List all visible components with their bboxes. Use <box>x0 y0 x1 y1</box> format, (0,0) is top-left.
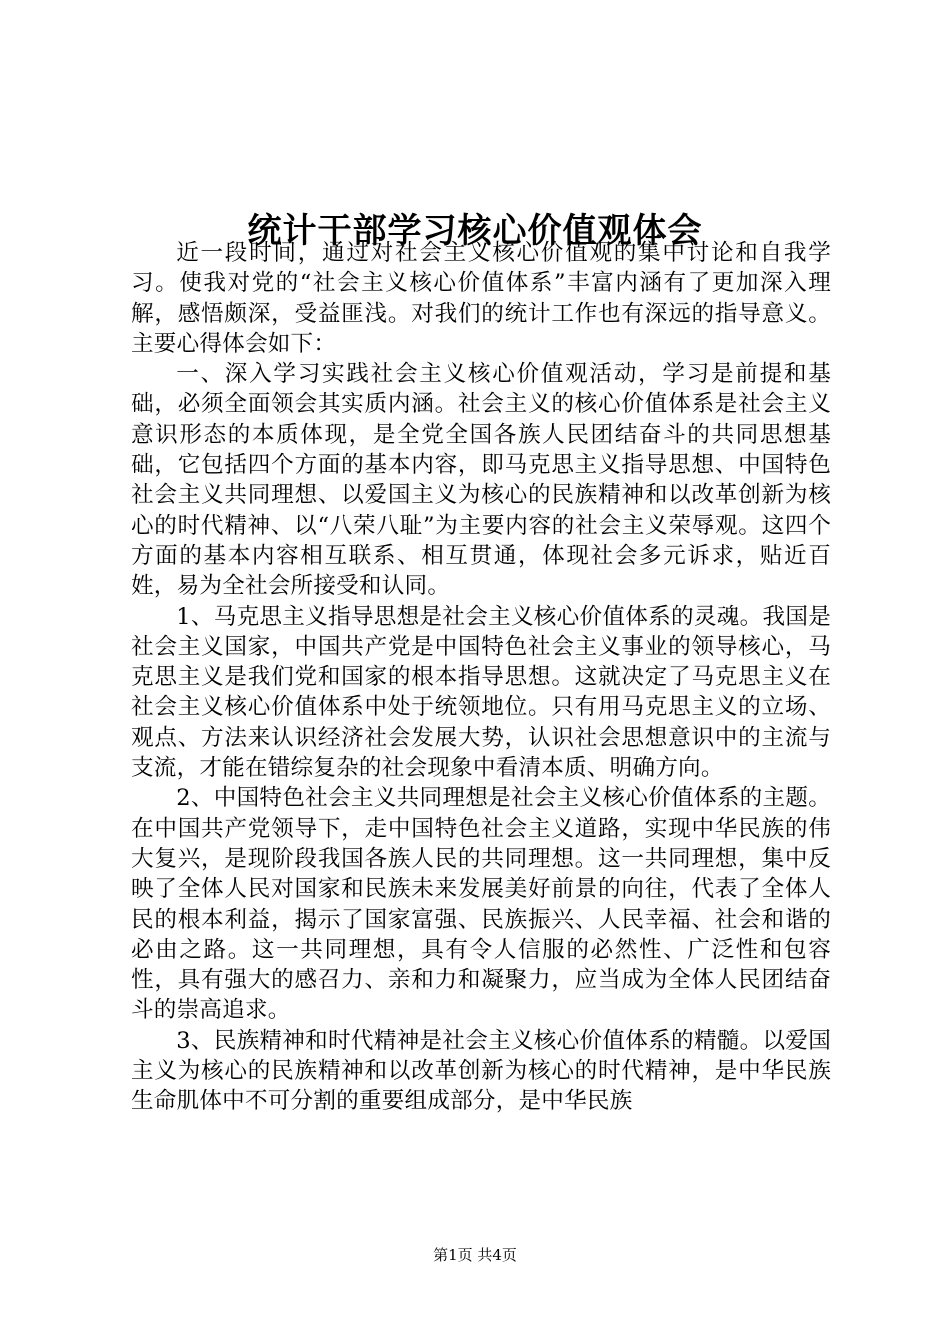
paragraph-intro: 近一段时间，通过对社会主义核心价值观的集中讨论和自我学习。使我对党的“社会主义核心价值体系”丰富内涵有了更加深入理解，感悟颇深，受益匪浅。对我们的统计工作也有深远的指导意义。主要心得体会如下： <box>131 240 831 357</box>
paragraph-point-1: 1、马克思主义指导思想是社会主义核心价值体系的灵魂。我国是社会主义国家，中国共产党是中国特色社会主义事业的领导核心，马克思主义是我们党和国家的根本指导思想。这就决定了马克思主义在社会主义核心价值体系中处于统领地位。只有用马克思主义的立场、观点、方法来认识经济社会发展大势，认识社会思想意识中的主流与支流，才能在错综复杂的社会现象中看清本质、明确方向。 <box>131 603 831 782</box>
paragraph-section-1: 一、深入学习实践社会主义核心价值观活动，学习是前提和基础，必须全面领会其实质内涵。社会主义的核心价值体系是社会主义意识形态的本质体现，是全党全国各族人民团结奋斗的共同思想基础，它包括四个方面的基本内容，即马克思主义指导思想、中国特色社会主义共同理想、以爱国主义为核心的民族精神和以改革创新为核心的时代精神、以“八荣八耻”为主要内容的社会主义荣辱观。这四个方面的基本内容相互联系、相互贯通，体现社会多元诉求，贴近百姓，易为全社会所接受和认同。 <box>131 361 831 600</box>
page-number-footer: 第1页 共4页 <box>433 1246 517 1264</box>
paragraph-point-2: 2、中国特色社会主义共同理想是社会主义核心价值体系的主题。在中国共产党领导下，走中国特色社会主义道路，实现中华民族的伟大复兴，是现阶段我国各族人民的共同理想。这一共同理想，集中反映了全体人民对国家和民族未来发展美好前景的向往，代表了全体人民的根本利益，揭示了国家富强、民族振兴、人民幸福、社会和谐的必由之路。这一共同理想，具有令人信服的必然性、广泛性和包容性，具有强大的感召力、亲和力和凝聚力，应当成为全体人民团结奋斗的崇高追求。 <box>131 785 831 1024</box>
paragraph-point-3: 3、民族精神和时代精神是社会主义核心价值体系的精髓。以爱国主义为核心的民族精神和以改革创新为核心的时代精神，是中华民族生命肌体中不可分割的重要组成部分，是中华民族 <box>131 1027 831 1115</box>
document-body <box>131 238 831 1117</box>
document-title: 统计干部学习核心价值观体会 <box>247 210 703 251</box>
